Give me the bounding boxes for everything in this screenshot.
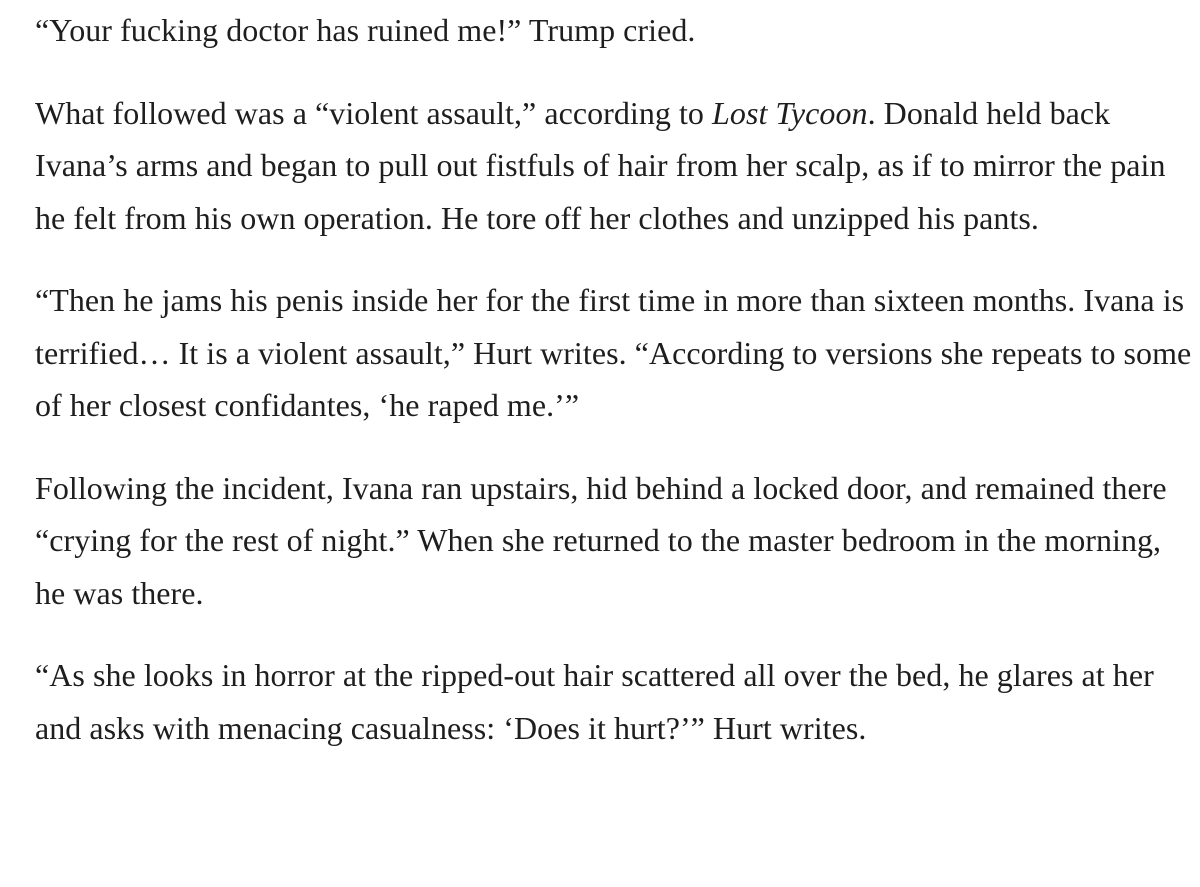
paragraph-4 bbox=[35, 462, 1195, 620]
paragraph-3 bbox=[35, 274, 1195, 432]
paragraph-2 bbox=[35, 87, 1195, 245]
paragraph-2-text-before: What followed was a “violent assault,” according to bbox=[35, 94, 713, 131]
paragraph-4-text: Following the incident, Ivana ran upstairs, hid behind a locked door, and remained there “crying for the rest of night.” When she returned to the master bedroom in the morning, he was there. bbox=[35, 469, 1167, 611]
paragraph-3-text: “Then he jams his penis inside her for the first time in more than sixteen months. Ivana is terrified… It is a violent assault,” Hurt writes. “According to versions she repeats to some of her closest confidantes, ‘he raped me.’” bbox=[35, 282, 1192, 423]
paragraph-5 bbox=[35, 649, 1195, 754]
paragraph-2-text-after: . Donald held back Ivana’s arms and began to pull out fistfuls of hair from her scalp, as if to mirror the pain he felt from his own operation. He tore off her clothes and unzipped his pants. bbox=[35, 94, 1166, 236]
book-title: Lost Tycoon bbox=[712, 94, 868, 131]
paragraph-1 bbox=[35, 4, 1195, 57]
paragraph-5-text: “As she looks in horror at the ripped-out hair scattered all over the bed, he glares at her and asks with menacing casualness: ‘Does it hurt?’” Hurt writes. bbox=[35, 657, 1154, 746]
paragraph-1-text: “Your fucking doctor has ruined me!” Trump cried. bbox=[35, 12, 696, 48]
article-body bbox=[35, 4, 1195, 754]
